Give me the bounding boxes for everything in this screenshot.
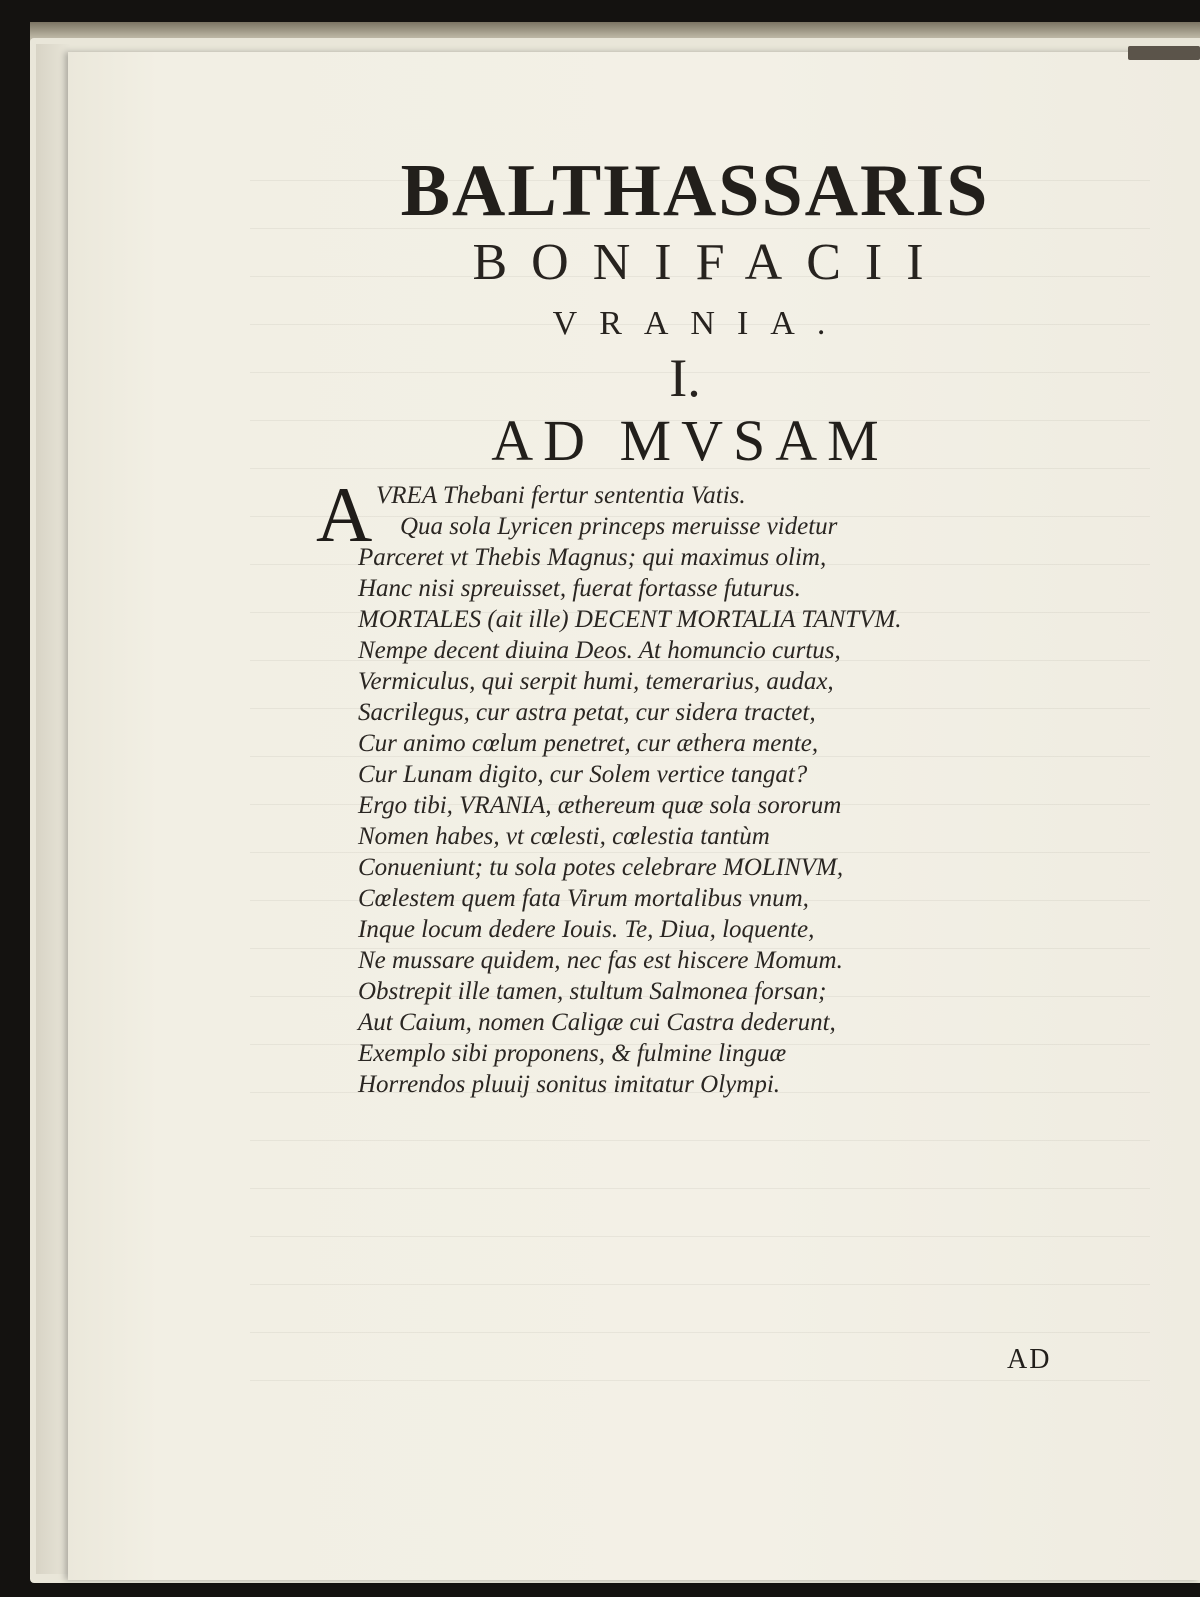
- section-number: I.: [669, 348, 701, 408]
- poem-line: Hanc nisi spreuisset, fuerat fortasse futurus.: [358, 575, 801, 602]
- section-heading: AD MVSAM: [491, 408, 889, 473]
- poem-line: Cœlestem quem fata Virum mortalibus vnum,: [358, 885, 809, 912]
- poem-line: Cur Lunam digito, cur Solem vertice tangat?: [358, 761, 808, 788]
- poem-line: Nempe decent diuina Deos. At homuncio curtus,: [358, 637, 841, 664]
- poem-line: Exemplo sibi proponens, & fulmine linguæ: [358, 1040, 787, 1067]
- text-block: [300, 150, 1090, 1100]
- poem-line: Qua sola Lyricen princeps meruisse videtur: [400, 513, 838, 540]
- poem-line: Inque locum dedere Iouis. Te, Diua, loquente,: [358, 916, 815, 943]
- poem-line: Ergo tibi, VRANIA, æthereum quæ sola sororum: [358, 792, 842, 819]
- poem-line: VREA Thebani fertur sententia Vatis.: [376, 482, 746, 509]
- author-name: BALTHASSARIS: [400, 150, 990, 232]
- poem-line: MORTALES (ait ille) DECENT MORTALIA TANTVM.: [358, 606, 902, 633]
- poem-line: Vermiculus, qui serpit humi, temerarius, audax,: [358, 668, 834, 695]
- poem-line: Ne mussare quidem, nec fas est hiscere Momum.: [358, 947, 843, 974]
- catchword: AD: [1007, 1344, 1052, 1375]
- poem-line: Sacrilegus, cur astra petat, cur sidera tractet,: [358, 699, 816, 726]
- poem-line: Parceret vt Thebis Magnus; qui maximus olim,: [358, 544, 827, 571]
- poem-line: Aut Caium, nomen Caligæ cui Castra dederunt,: [358, 1009, 836, 1036]
- drop-cap: A: [316, 471, 373, 558]
- poem-line: Obstrepit ille tamen, stultum Salmonea forsan;: [358, 978, 827, 1005]
- poem-line: Nomen habes, vt cœlesti, cœlestia tantùm: [358, 823, 770, 850]
- author-surname: BONIFACII: [472, 234, 948, 291]
- binding-stain: [1128, 46, 1200, 60]
- poem-line: Conueniunt; tu sola potes celebrare MOLINVM,: [358, 854, 844, 881]
- poem-line: Cur animo cœlum penetret, cur æthera mente,: [358, 730, 819, 757]
- page-edge: [36, 44, 70, 1574]
- poem-line: Horrendos pluuij sonitus imitatur Olympi.: [358, 1071, 781, 1098]
- poem: [300, 471, 1090, 1100]
- work-title: VRANIA.: [552, 305, 848, 342]
